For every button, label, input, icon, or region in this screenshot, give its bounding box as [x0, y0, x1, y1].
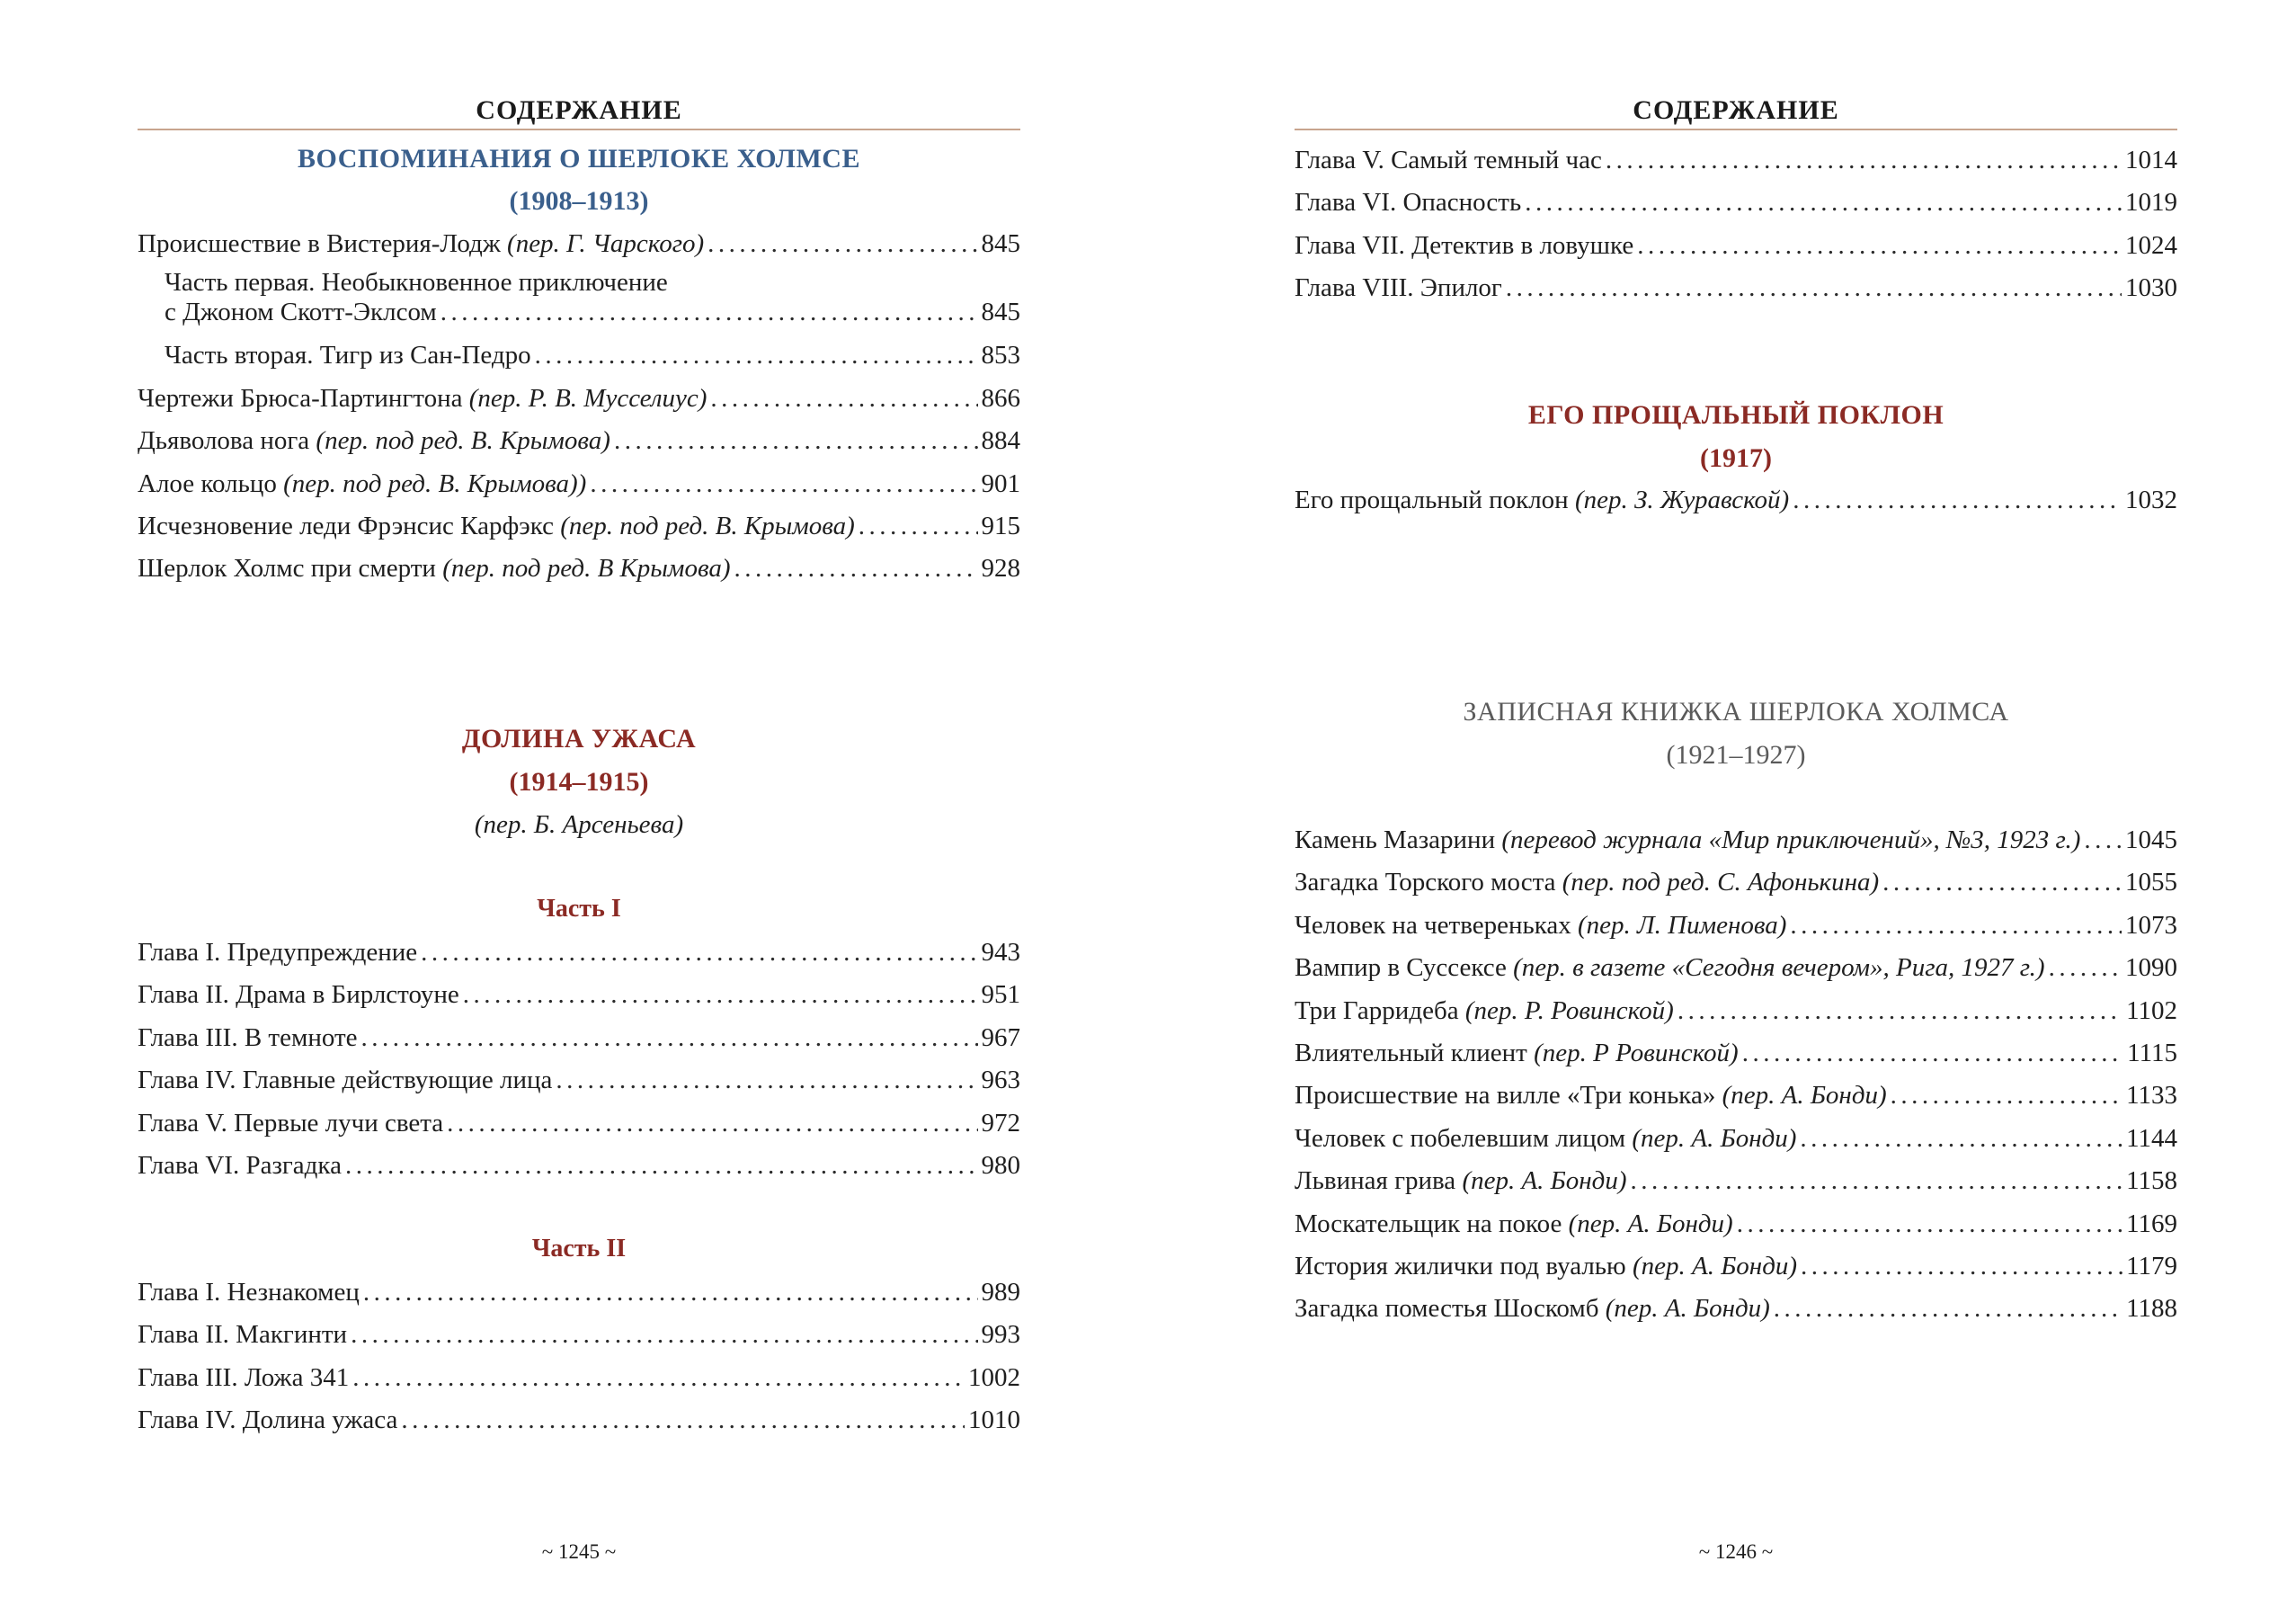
toc-entry[interactable] [138, 974, 1020, 1016]
header-divider [1295, 129, 2177, 130]
toc-entry-title: Глава VIII. Эпилог [1295, 273, 1502, 303]
toc-entry[interactable] [1295, 1203, 2177, 1245]
leader-dots [734, 548, 978, 590]
toc-entry-title: Дьяволова нога (пер. под ред. В. Крымова) [138, 426, 610, 456]
toc-entry-page: 967 [981, 1022, 1020, 1052]
toc-entry[interactable] [138, 420, 1020, 462]
section-title-memoirs: ВОСПОМИНАНИЯ О ШЕРЛОКЕ ХОЛМСЕ [298, 144, 860, 174]
section-title-case-book: ЗАПИСНАЯ КНИЖКА ШЕРЛОКА ХОЛМСА [1463, 697, 2009, 727]
toc-entry-page: 1144 [2126, 1123, 2177, 1153]
toc-entry-page: 1032 [2125, 486, 2177, 514]
toc-entry[interactable] [138, 463, 1020, 505]
leader-dots [859, 505, 978, 548]
toc-entry-title: Глава V. Первые лучи света [138, 1108, 444, 1138]
toc-entry-page: 1055 [2125, 868, 2177, 897]
leader-dots [614, 420, 978, 462]
toc-list-part-1 [138, 932, 1020, 1187]
toc-entry[interactable] [1295, 182, 2177, 224]
toc-entry-title: Алое кольцо (пер. под ред. В. Крымова)) [138, 468, 587, 498]
toc-entry[interactable] [1295, 861, 2177, 904]
toc-entry[interactable] [1295, 1160, 2177, 1202]
toc-entry[interactable] [1295, 1032, 2177, 1075]
toc-entry-page: 1179 [2126, 1251, 2177, 1280]
leader-dots [2084, 819, 2122, 861]
toc-entry[interactable] [138, 548, 1020, 590]
page-header: СОДЕРЖАНИЕ [476, 95, 682, 125]
section-years-his-last-bow: (1917) [1700, 443, 1772, 473]
toc-entry[interactable] [138, 505, 1020, 548]
toc-entry-title: Глава III. В темноте [138, 1022, 358, 1052]
toc-entry-title: Глава VI. Разгадка [138, 1150, 342, 1180]
toc-entry-page: 1030 [2125, 273, 2177, 303]
leader-dots [1801, 1245, 2122, 1288]
toc-entry[interactable] [1295, 1288, 2177, 1330]
toc-entry-title: Глава VI. Опасность [1295, 188, 1522, 218]
leader-dots [707, 223, 977, 265]
toc-entry-title: Глава II. Драма в Бирлстоуне [138, 980, 459, 1010]
toc-entry-page: 1010 [968, 1405, 1020, 1435]
toc-entry-title: Москательщик на покое (пер. А. Бонди) [1295, 1209, 1733, 1238]
toc-entry[interactable] [1295, 225, 2177, 267]
part-title-2: Часть II [531, 1235, 627, 1263]
toc-entry[interactable] [1295, 1075, 2177, 1117]
toc-list-his-last-bow [1295, 479, 2177, 522]
toc-entry-page: 1014 [2125, 146, 2177, 174]
page-number: ~ 1246 ~ [1698, 1540, 1774, 1563]
toc-entry-title: Глава IV. Долина ужаса [138, 1405, 398, 1435]
toc-entry-page: 1002 [968, 1362, 1020, 1392]
leader-dots [1678, 990, 2122, 1032]
toc-entry[interactable] [1295, 1245, 2177, 1288]
toc-entry-page: 1045 [2125, 825, 2177, 854]
toc-entry-title: Его прощальный поклон (пер. З. Журавской) [1295, 486, 1790, 514]
toc-entry-title: Львиная грива (пер. А. Бонди) [1295, 1166, 1627, 1196]
leader-dots [421, 932, 977, 974]
toc-entry[interactable] [138, 378, 1020, 420]
toc-entry-page: 1024 [2125, 230, 2177, 260]
toc-entry-page: 1102 [2126, 995, 2177, 1025]
leader-dots [1793, 479, 2122, 522]
toc-entry-title: Три Гарридеба (пер. Р. Ровинской) [1295, 995, 1674, 1025]
toc-entry-title: Человек с побелевшим лицом (пер. А. Бонди) [1295, 1123, 1797, 1153]
toc-entry[interactable] [1295, 479, 2177, 522]
toc-entry-page: 993 [981, 1320, 1020, 1350]
toc-entry-title: Глава II. Макгинти [138, 1320, 348, 1350]
leader-dots [1606, 139, 2122, 182]
leader-dots [363, 1272, 978, 1314]
toc-entry-page: 915 [981, 511, 1020, 540]
toc-entry[interactable] [1295, 905, 2177, 947]
toc-entry[interactable] [138, 1399, 1020, 1441]
section-years-memoirs: (1908–1913) [509, 186, 649, 216]
toc-entry-page: 901 [981, 468, 1020, 498]
toc-entry[interactable] [138, 1272, 1020, 1314]
toc-entry-page: 845 [981, 229, 1020, 258]
toc-entry-title: Глава IV. Главные действующие лица [138, 1066, 553, 1095]
toc-entry[interactable] [138, 1357, 1020, 1399]
toc-entry-page: 1169 [2126, 1209, 2177, 1238]
leader-dots [556, 1059, 977, 1102]
toc-entry[interactable] [1295, 1118, 2177, 1160]
toc-entry[interactable] [1295, 947, 2177, 989]
toc-entry[interactable] [138, 1145, 1020, 1187]
toc-entry[interactable] [138, 335, 1020, 377]
toc-entry-page: 928 [981, 554, 1020, 584]
leader-dots [361, 1017, 978, 1059]
toc-entry-title: Вампир в Суссексе (пер. в газете «Сегодня вечером», Рига, 1927 г.) [1295, 953, 2045, 983]
toc-list-part-2 [138, 1272, 1020, 1442]
leader-dots [441, 296, 978, 329]
right-page [1295, 0, 2177, 1624]
toc-entry-title: Глава VII. Детектив в ловушке [1295, 230, 1634, 260]
toc-entry-page: 1158 [2126, 1166, 2177, 1196]
toc-list-continued [1295, 139, 2177, 310]
toc-entry-page: 1115 [2127, 1038, 2177, 1067]
toc-entry[interactable] [138, 1059, 1020, 1102]
toc-entry-page: 884 [981, 426, 1020, 456]
toc-entry[interactable] [1295, 139, 2177, 182]
toc-entry-page: 1133 [2126, 1081, 2177, 1111]
page-header: СОДЕРЖАНИЕ [1633, 95, 1839, 125]
section-title-his-last-bow: ЕГО ПРОЩАЛЬНЫЙ ПОКЛОН [1527, 400, 1944, 430]
toc-entry[interactable] [138, 932, 1020, 974]
toc-entry-page: 972 [981, 1108, 1020, 1138]
toc-list-memoirs [138, 223, 1020, 591]
toc-entry[interactable] [1295, 267, 2177, 309]
leader-dots [1637, 225, 2122, 267]
section-years-case-book: (1921–1927) [1666, 740, 1806, 770]
toc-entry-title-continued: с Джоном Скотт-Эклсом [165, 298, 437, 327]
toc-entry-title: Глава V. Самый темный час [1295, 146, 1602, 174]
leader-dots [1742, 1032, 2123, 1075]
toc-entry-page: 853 [981, 341, 1020, 370]
toc-entry-title: Влиятельный клиент (пер. Р Ровинской) [1295, 1038, 1739, 1067]
toc-entry-page: 951 [981, 980, 1020, 1010]
toc-entry-page: 963 [981, 1066, 1020, 1095]
toc-entry[interactable] [1295, 990, 2177, 1032]
toc-entry-title: Происшествие в Вистерия-Лодж (пер. Г. Чарского) [138, 229, 705, 258]
part-title-1: Часть I [537, 895, 621, 923]
leader-dots [401, 1399, 965, 1441]
toc-entry-page: 1188 [2126, 1294, 2177, 1324]
toc-entry-page: 943 [981, 938, 1020, 967]
toc-entry-title: Глава I. Незнакомец [138, 1278, 360, 1307]
toc-entry-page: 980 [981, 1150, 1020, 1180]
leader-dots [1790, 905, 2122, 947]
toc-entry[interactable] [138, 265, 1020, 335]
toc-entry[interactable] [138, 1102, 1020, 1145]
toc-entry-page: 1073 [2125, 910, 2177, 940]
toc-entry-title: Загадка поместья Шоскомб (пер. А. Бонди) [1295, 1294, 1770, 1324]
leader-dots [345, 1145, 978, 1187]
toc-entry-title: История жилички под вуалью (пер. А. Бонди) [1295, 1251, 1798, 1280]
toc-entry-title: Часть вторая. Тигр из Сан-Педро [165, 341, 531, 370]
left-page [138, 0, 1020, 1624]
leader-dots [1737, 1203, 2122, 1245]
leader-dots [1525, 182, 2122, 224]
toc-entry-title: Глава III. Ложа 341 [138, 1362, 350, 1392]
toc-entry-page: 1090 [2125, 953, 2177, 983]
toc-entry-title: Камень Мазарини (перевод журнала «Мир приключений», №3, 1923 г.) [1295, 825, 2081, 854]
leader-dots [1774, 1288, 2122, 1330]
toc-entry-title: Чертежи Брюса-Партингтона (пер. Р. В. Мусселиус) [138, 383, 707, 413]
header-divider [138, 129, 1020, 130]
leader-dots [590, 463, 977, 505]
toc-entry-title: Глава I. Предупреждение [138, 938, 418, 967]
section-translator: (пер. Б. Арсеньева) [474, 810, 684, 839]
leader-dots [2049, 947, 2122, 989]
toc-entry-page: 989 [981, 1278, 1020, 1307]
leader-dots [1506, 267, 2122, 309]
section-title-valley-of-fear: ДОЛИНА УЖАСА [461, 724, 697, 754]
page-number: ~ 1245 ~ [541, 1540, 617, 1563]
leader-dots [463, 974, 978, 1016]
leader-dots [1891, 1075, 2122, 1117]
toc-entry-title: Человек на четвереньках (пер. Л. Пименова) [1295, 910, 1787, 940]
leader-dots [352, 1357, 965, 1399]
leader-dots [710, 378, 977, 420]
toc-entry-title: Происшествие на вилле «Три конька» (пер. А. Бонди) [1295, 1081, 1887, 1111]
toc-entry-title: Шерлок Холмс при смерти (пер. под ред. В Крымова) [138, 554, 731, 584]
toc-entry-page: 845 [981, 298, 1020, 327]
leader-dots [535, 335, 978, 377]
toc-entry-title: Часть первая. Необыкновенное приключение [165, 268, 668, 298]
section-years-valley-of-fear: (1914–1915) [509, 767, 649, 797]
leader-dots [351, 1314, 977, 1356]
toc-entry-title: Загадка Торского моста (пер. под ред. С. Афонькина) [1295, 868, 1880, 897]
leader-dots [1882, 861, 2122, 904]
leader-dots [447, 1102, 977, 1145]
toc-entry-page: 866 [981, 383, 1020, 413]
toc-entry-page: 1019 [2125, 188, 2177, 218]
toc-entry[interactable] [138, 1017, 1020, 1059]
leader-dots [1800, 1118, 2122, 1160]
toc-entry[interactable] [138, 1314, 1020, 1356]
toc-entry[interactable] [1295, 819, 2177, 861]
toc-entry-title: Исчезновение леди Фрэнсис Карфэкс (пер. под ред. В. Крымова) [138, 511, 855, 540]
toc-list-case-book [1295, 819, 2177, 1331]
toc-entry[interactable] [138, 223, 1020, 265]
leader-dots [1631, 1160, 2123, 1202]
